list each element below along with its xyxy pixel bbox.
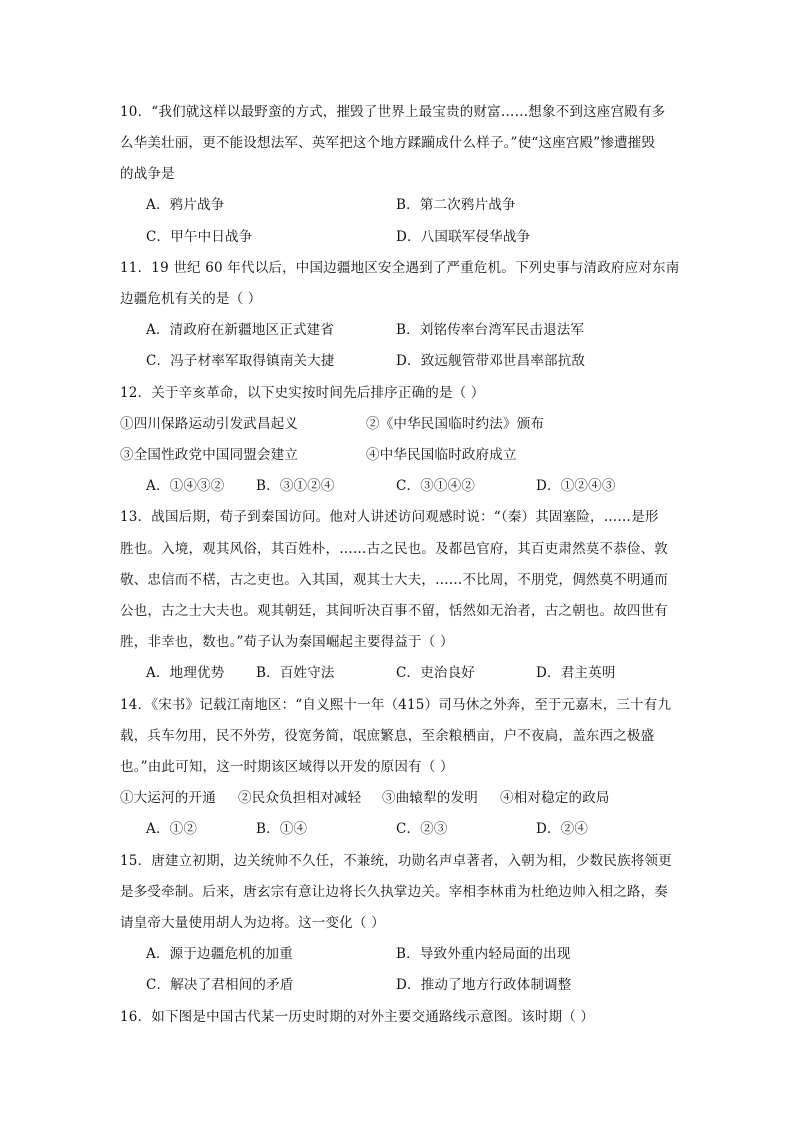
q14-stem-line-2: 载，兵车勿用，民不外劳，役宽务简，氓庶繁息，至余粮栖亩，户不夜扃，盖东西之极盛 (120, 728, 655, 744)
q15-option-b[interactable]: B．导致外重内轻局面的出现 (396, 946, 571, 962)
q12-option-c[interactable]: C．③①④② (396, 478, 476, 494)
q13-stem-line-5: 胜，非幸也，数也。”荀子认为秦国崛起主要得益于（ ） (120, 634, 454, 650)
q12-option-row (146, 476, 706, 496)
q12-option-b[interactable]: B．③①②④ (256, 478, 335, 494)
q10-option-c[interactable]: C．甲午中日战争 (146, 229, 253, 245)
q12-item-3: ③全国性政党中国同盟会建立 (120, 447, 299, 463)
q12-stem: 12．关于辛亥革命，以下史实按时间先后排序正确的是（ ） (120, 385, 485, 401)
q11-option-b[interactable]: B．刘铭传率台湾军民击退法军 (396, 322, 585, 338)
q11-option-d[interactable]: D．致远舰管带邓世昌率部抗敌 (396, 353, 586, 369)
q13-stem-line-2: 胜也。入境，观其风俗，其百姓朴，……古之民也。及都邑官府，其百吏肃然莫不恭俭、敦 (120, 541, 668, 557)
q14-option-b[interactable]: B．①④ (256, 821, 308, 837)
q16-stem: 16．如下图是中国古代某一历史时期的对外主要交通路线示意图。该时期（ ） (120, 1009, 595, 1025)
q11-option-c[interactable]: C．冯子材率军取得镇南关大捷 (146, 353, 335, 369)
q14-option-a[interactable]: A．①② (146, 821, 198, 837)
q15-stem-line-1: 15．唐建立初期，边关统帅不久任，不兼统，功勋名声卓著者，入朝为相，少数民族将领更 (120, 853, 672, 869)
q12-items-row-1 (120, 414, 680, 434)
q12-option-d[interactable]: D．①②④③ (536, 478, 616, 494)
q14-item-2: ②民众负担相对减轻 (238, 790, 362, 806)
q15-option-row-2 (146, 975, 706, 995)
q10-stem-line-1: 10．“我们就这样以最野蛮的方式，摧毁了世界上最宝贵的财富……想象不到这座宫殿有多 (120, 104, 666, 120)
q10-option-row-2 (146, 227, 706, 247)
q10-stem-line-2: 么华美壮丽，更不能设想法军、英军把这个地方蹂躏成什么样子。”使“这座宫殿”惨遭摧毁 (120, 135, 656, 151)
q12-option-a[interactable]: A．①④③② (146, 478, 225, 494)
q11-stem-line-1: 11．19 世纪 60 年代以后，中国边疆地区安全遇到了严重危机。下列史事与清政府应对东南 (120, 260, 680, 276)
q13-option-c[interactable]: C．吏治良好 (396, 665, 476, 681)
q13-option-a[interactable]: A．地理优势 (146, 665, 225, 681)
q15-option-d[interactable]: D．推动了地方行政体制调整 (396, 977, 572, 993)
q15-stem-line-3: 请皇帝大量使用胡人为边将。这一变化（ ） (120, 915, 385, 931)
q11-option-row-2 (146, 351, 706, 371)
q14-stem-line-1: 14．《宋书》记载江南地区：“自义熙十一年（415）司马休之外奔，至于元嘉末，三十有九 (120, 697, 672, 713)
q13-stem-line-1: 13．战国后期，荀子到秦国访问。他对人讲述访问观感时说：“（秦）其固塞险，……是形 (120, 509, 659, 525)
q12-items-row-2 (120, 445, 680, 465)
q12-item-4: ④中华民国临时政府成立 (366, 447, 517, 463)
q14-items-row (120, 788, 680, 808)
q14-item-4: ④相对稳定的政局 (500, 790, 610, 806)
q15-option-c[interactable]: C．解决了君相间的矛盾 (146, 977, 294, 993)
q13-option-b[interactable]: B．百姓守法 (256, 665, 335, 681)
q14-item-3: ③曲辕犁的发明 (382, 790, 478, 806)
q11-option-a[interactable]: A．清政府在新疆地区正式建省 (146, 322, 335, 338)
q14-item-1: ①大运河的开通 (120, 790, 216, 806)
q15-option-row-1 (146, 944, 706, 964)
q12-item-1: ①四川保路运动引发武昌起义 (120, 416, 299, 432)
q13-stem-line-3: 敬、忠信而不楛，古之吏也。入其国，观其士大夫，……不比周，不朋党，倜然莫不明通而 (120, 572, 668, 588)
q10-option-b[interactable]: B．第二次鸦片战争 (396, 197, 516, 213)
q11-stem-line-2: 边疆危机有关的是（ ） (120, 291, 262, 307)
q14-option-row (146, 819, 706, 839)
q14-stem-line-3: 也。”由此可知，这一时期该区域得以开发的原因有（ ） (120, 759, 454, 775)
q11-option-row-1 (146, 320, 706, 340)
q13-option-row (146, 663, 706, 683)
q12-item-2: ②《中华民国临时约法》颁布 (366, 416, 545, 432)
q15-option-a[interactable]: A．源于边疆危机的加重 (146, 946, 293, 962)
q13-option-d[interactable]: D．君主英明 (536, 665, 616, 681)
q14-option-d[interactable]: D．②④ (536, 821, 589, 837)
q13-stem-line-4: 公也，古之士大夫也。观其朝廷，其间听决百事不留，恬然如无治者，古之朝也。故四世有 (120, 603, 668, 619)
q15-stem-line-2: 是多受牵制。后来，唐玄宗有意让边将长久执掌边关。宰相李林甫为杜绝边帅入相之路，奏 (120, 884, 668, 900)
q10-option-row-1 (146, 195, 706, 215)
q10-stem-line-3: 的战争是 (120, 166, 175, 182)
q10-option-d[interactable]: D．八国联军侵华战争 (396, 229, 531, 245)
q14-option-c[interactable]: C．②③ (396, 821, 448, 837)
q10-option-a[interactable]: A．鸦片战争 (146, 197, 225, 213)
